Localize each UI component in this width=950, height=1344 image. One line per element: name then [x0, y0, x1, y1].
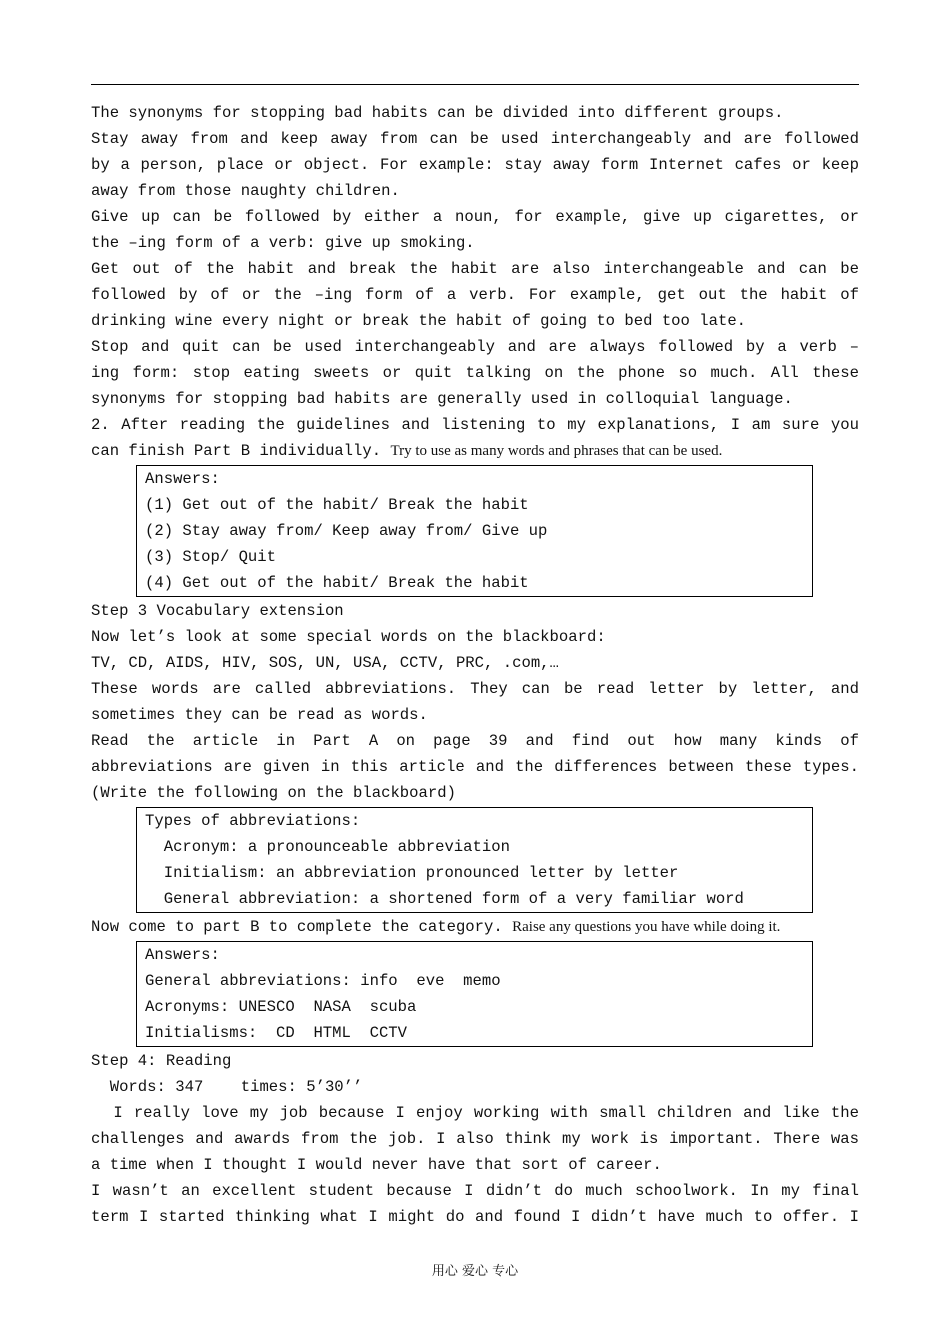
line-text: ing form: stop eating sweets or quit talking on the phone so much. All these [91, 364, 859, 382]
line-text: by a person, place or object. For example: stay away form Internet cafes or keep [91, 156, 859, 174]
line-text: drinking wine every night or break the habit of going to bed too late. [91, 312, 747, 330]
line-text: Step 3 Vocabulary extension [91, 602, 344, 620]
text-line [91, 624, 859, 650]
box-line: Answers: [145, 470, 220, 488]
line-text: followed by of or the –ing form of a verb. For example, get out the habit of [91, 286, 859, 304]
box-line: (2) Stay away from/ Keep away from/ Give up [145, 522, 548, 540]
text-line [91, 438, 859, 464]
text-line [91, 230, 859, 256]
line-text: I wasn’t an excellent student because I didn’t do much schoolwork. In my final [91, 1182, 859, 1200]
text-line [91, 702, 859, 728]
text-line [91, 1048, 859, 1074]
text-line [91, 152, 859, 178]
line-text: TV, CD, AIDS, HIV, SOS, UN, USA, CCTV, PRC, .com,… [91, 654, 559, 672]
text-line [91, 1152, 859, 1178]
document-body [91, 100, 859, 1230]
text-line [91, 1074, 859, 1100]
line-note: Try to use as many words and phrases that can be used. [390, 443, 723, 459]
box-line: General abbreviation: a shortened form of a very familiar word [145, 890, 744, 908]
line-text: Now let’s look at some special words on the blackboard: [91, 628, 606, 646]
answer-box [136, 807, 813, 913]
line-text: (Write the following on the blackboard) [91, 784, 456, 802]
text-line [91, 386, 859, 412]
text-line [91, 780, 859, 806]
box-line: (4) Get out of the habit/ Break the habit [145, 574, 529, 592]
text-line [91, 126, 859, 152]
box-line: (1) Get out of the habit/ Break the habit [145, 496, 529, 514]
line-text: challenges and awards from the job. I also think my work is important. There was [91, 1130, 859, 1148]
text-line [91, 100, 859, 126]
line-text: sometimes they can be read as words. [91, 706, 428, 724]
header-rule [91, 84, 859, 85]
line-text: Step 4: Reading [91, 1052, 232, 1070]
text-line [91, 1178, 859, 1204]
line-text: Stay away from and keep away from can be used interchangeably and are followed [91, 130, 859, 148]
line-text: 2. After reading the guidelines and listening to my explanations, I am sure you [91, 416, 859, 434]
line-text: can finish Part B individually. [91, 442, 391, 460]
box-line: Initialism: an abbreviation pronounced letter by letter [145, 864, 679, 882]
line-text: Read the article in Part A on page 39 and find out how many kinds of [91, 732, 859, 750]
line-text: synonyms for stopping bad habits are generally used in colloquial language. [91, 390, 793, 408]
text-line [91, 282, 859, 308]
answer-box [136, 941, 813, 1047]
text-line [91, 598, 859, 624]
text-line [91, 360, 859, 386]
text-line [91, 412, 859, 438]
text-line [91, 178, 859, 204]
line-text: Stop and quit can be used interchangeably and are always followed by a verb – [91, 338, 859, 356]
line-text: the –ing form of a verb: give up smoking. [91, 234, 475, 252]
line-text: abbreviations are given in this article and the differences between these types. [91, 758, 859, 776]
box-line: Types of abbreviations: [145, 812, 361, 830]
box-line: General abbreviations: info eve memo [145, 972, 501, 990]
line-text: Get out of the habit and break the habit are also interchangeable and can be [91, 260, 859, 278]
line-text: Now come to part B to complete the category. [91, 918, 513, 936]
box-line: Initialisms: CD HTML CCTV [145, 1024, 408, 1042]
line-text: I really love my job because I enjoy working with small children and like the [91, 1104, 859, 1122]
text-line [91, 914, 859, 940]
text-line [91, 754, 859, 780]
box-line: Answers: [145, 946, 220, 964]
text-line [91, 1126, 859, 1152]
line-text: The synonyms for stopping bad habits can be divided into different groups. [91, 104, 784, 122]
answer-box [136, 465, 813, 597]
text-line [91, 204, 859, 230]
text-line [91, 308, 859, 334]
line-text: Give up can be followed by either a noun, for example, give up cigarettes, or [91, 208, 859, 226]
text-line [91, 1100, 859, 1126]
line-note: Raise any questions you have while doing it. [512, 919, 781, 935]
line-text: a time when I thought I would never have that sort of career. [91, 1156, 662, 1174]
text-line [91, 676, 859, 702]
text-line [91, 650, 859, 676]
text-line [91, 256, 859, 282]
box-line: Acronyms: UNESCO NASA scuba [145, 998, 417, 1016]
text-line [91, 334, 859, 360]
text-line [91, 728, 859, 754]
line-text: term I started thinking what I might do and found I didn’t have much to offer. I [91, 1208, 859, 1226]
line-text: Words: 347 times: 5’30’’ [91, 1078, 363, 1096]
text-line [91, 1204, 859, 1230]
line-text: away from those naughty children. [91, 182, 400, 200]
line-text: These words are called abbreviations. They can be read letter by letter, and [91, 680, 859, 698]
box-line: (3) Stop/ Quit [145, 548, 277, 566]
page-footer: 用心 爱心 专心 [431, 1264, 519, 1279]
box-line: Acronym: a pronounceable abbreviation [145, 838, 510, 856]
